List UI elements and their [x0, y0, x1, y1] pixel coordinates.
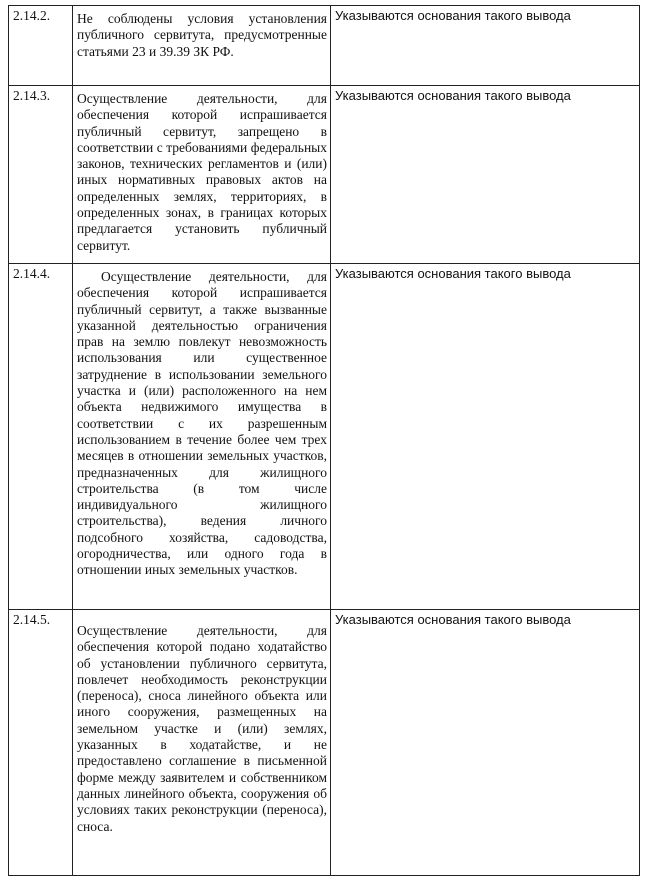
- row-note: Указываются основания такого вывода: [331, 6, 640, 86]
- row-number: 2.14.3.: [9, 86, 73, 264]
- row-text: Не соблюдены условия установления публичного сервитута, предусмотренные статьями 23 и 39.39 ЗК РФ.: [73, 6, 331, 86]
- table-row: [9, 86, 640, 264]
- table-row: [9, 6, 640, 86]
- row-text: Осуществление деятельности, для обеспечения которой испрашивается публичный сервитут, запрещено в соответствии с требованиями федеральных законов, технических регламентов и (или) иных нормативных правовых актов на определенных землях, территориях, в определенных зонах, в границах которых предлагается установить публичный сервитут.: [73, 86, 331, 264]
- row-text: Осуществление деятельности, для обеспечения которой испрашивается публичный сервитут, а также вызванные указанной деятельностью ограничения прав на землю повлекут невозможность использования или существенное затруднение в использовании земельного участка и (или) расположенного на нем объекта недвижимого имущества в соответствии с их разрешенным использованием в течение более чем трех месяцев в отношении земельных участков, предназначенных для жилищного строительства (в том числе индивидуального жилищного строительства), ведения личного подсобного хозяйства, садоводства, огородничества, или одного года в отношении иных земельных участков.: [73, 264, 331, 610]
- row-text: Осуществление деятельности, для обеспечения которой подано ходатайство об установлении публичного сервитута, повлечет необходимость реконструкции (переноса), сноса линейного объекта или иного сооружения, размещенных на земельном участке и (или) землях, указанных в ходатайстве, и не предоставлено соглашение в письменной форме между заявителем и собственником данных линейного объекта, сооружения об условиях таких реконструкции (переноса), сноса.: [73, 610, 331, 876]
- row-note: Указываются основания такого вывода: [331, 610, 640, 876]
- table-row: [9, 610, 640, 876]
- row-number: 2.14.2.: [9, 6, 73, 86]
- table-row: [9, 264, 640, 610]
- row-number: 2.14.5.: [9, 610, 73, 876]
- grounds-table: [8, 5, 640, 876]
- row-note: Указываются основания такого вывода: [331, 86, 640, 264]
- row-note: Указываются основания такого вывода: [331, 264, 640, 610]
- row-number: 2.14.4.: [9, 264, 73, 610]
